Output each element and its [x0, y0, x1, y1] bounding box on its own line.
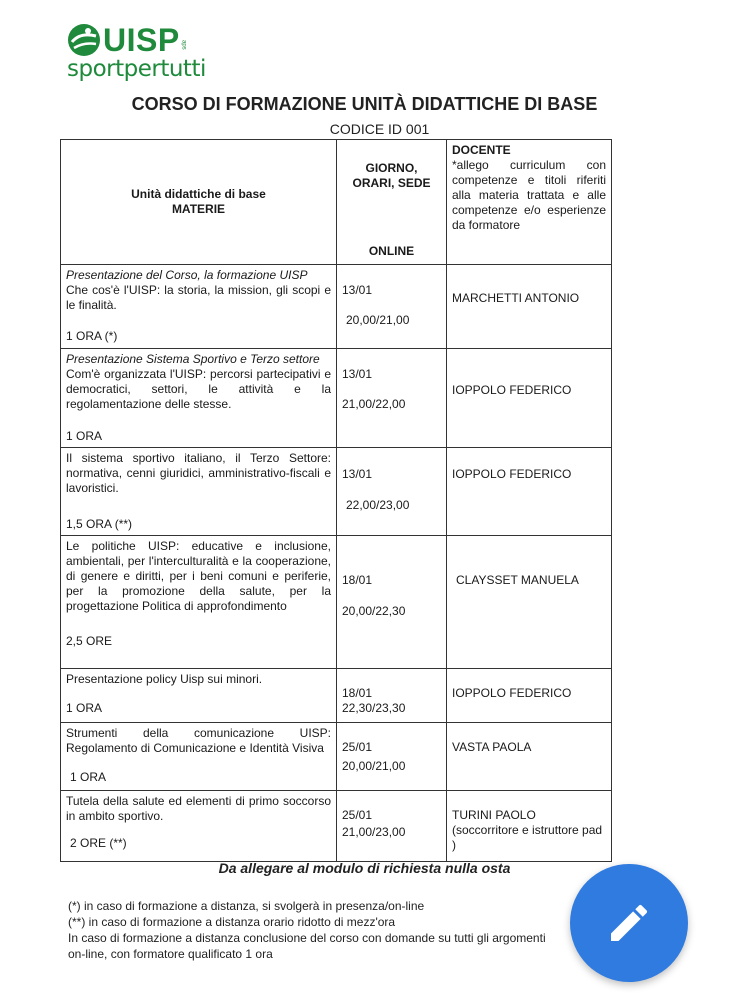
row-schedule: [337, 448, 447, 536]
document-title: CORSO DI FORMAZIONE UNITÀ DIDATTICHE DI BASE: [131, 94, 598, 114]
row-subject-body: Che cos'è l'UISP: la storia, la mission, gli scopi e le finalità.: [66, 283, 331, 312]
table-row: [61, 265, 612, 349]
table-row: [61, 723, 612, 791]
row-date: 13/01: [342, 367, 373, 381]
row-subject-body: Com'è organizzata l'UISP: percorsi partecipativi e democratici, settori, le attività e la regolamentazione delle stesse.: [66, 367, 331, 411]
row-schedule: [337, 791, 447, 862]
footnote-line: on-line, con formatore qualificato 1 ora: [68, 947, 273, 961]
row-time: 22,00/23,00: [346, 498, 410, 512]
row-duration: 1 ORA: [66, 701, 103, 715]
row-teacher-name: TURINI PAOLO: [452, 808, 536, 822]
footnote-line: In caso di formazione a distanza conclusione del corso con domande su tutti gli argomenti: [68, 931, 546, 945]
table-row: [61, 349, 612, 448]
row-date: 18/01: [342, 573, 373, 587]
row-teacher-name: CLAYSSET MANUELA: [456, 573, 579, 587]
header-col3-text: *allego curriculum con competenze e titoli riferiti alla materia trattata e alle competenze e/o esperienze da formatore: [452, 158, 606, 232]
uisp-logo: [66, 22, 226, 92]
footnote-line: (*) in caso di formazione a distanza, si svolgerà in presenza/on-line: [68, 899, 425, 913]
row-date: 13/01: [342, 283, 373, 297]
row-subject: [61, 349, 337, 448]
row-date: 13/01: [342, 467, 373, 481]
footnotes: [68, 898, 588, 962]
row-duration: 1,5 ORA (**): [66, 517, 133, 531]
header-materie: [61, 140, 337, 265]
header-col1-line2: MATERIE: [171, 202, 226, 216]
row-teacher: [447, 265, 612, 349]
table-row: [61, 791, 612, 862]
row-time: 22,30/23,30: [342, 701, 406, 715]
row-subject: [61, 536, 337, 669]
table-row: [61, 669, 612, 723]
table-row: [61, 448, 612, 536]
row-subject-body: Strumenti della comunicazione UISP: Regolamento di Comunicazione e Identità Visiva: [66, 726, 331, 755]
row-teacher-name: IOPPOLO FEDERICO: [452, 686, 572, 700]
row-schedule: [337, 723, 447, 791]
row-schedule: [337, 669, 447, 723]
header-col2-line2: ORARI, SEDE: [352, 176, 431, 190]
row-subject-body: Il sistema sportivo italiano, il Terzo Settore: normativa, cenni giuridici, amministrativo-fiscali e lavoristici.: [66, 451, 331, 495]
row-teacher: [447, 669, 612, 723]
row-duration: 1 ORA (*): [66, 329, 118, 343]
row-date: 18/01: [342, 686, 373, 700]
row-time: 21,00/23,00: [342, 825, 406, 839]
row-time: 20,00/21,00: [342, 759, 406, 773]
uisp-ball-icon: [66, 22, 102, 58]
row-subject: [61, 448, 337, 536]
row-duration: 2 ORE (**): [70, 836, 127, 850]
row-teacher: [447, 349, 612, 448]
row-teacher-name: IOPPOLO FEDERICO: [452, 383, 572, 397]
table-header-row: [61, 140, 612, 265]
header-col2-line1: GIORNO,: [365, 161, 418, 175]
row-time: 21,00/22,00: [342, 397, 406, 411]
row-duration: 1 ORA: [70, 770, 107, 784]
document-code: CODICE ID 001: [329, 121, 430, 137]
row-teacher: [447, 723, 612, 791]
row-date: 25/01: [342, 808, 373, 822]
row-subject-title: Presentazione del Corso, la formazione UISP: [66, 268, 308, 282]
row-subject: [61, 791, 337, 862]
row-subject-body: Presentazione policy Uisp sui minori.: [66, 672, 263, 686]
logo-wordmark: UISP: [103, 22, 180, 58]
pencil-icon: [605, 899, 653, 947]
logo-aps: aps: [180, 40, 187, 50]
table-row: [61, 536, 612, 669]
footnote-line: (**) in caso di formazione a distanza orario ridotto di mezz'ora: [68, 915, 396, 929]
logo-subtitle: sportpertutti: [67, 56, 206, 82]
row-teacher-note: (soccorritore e istruttore pad ): [452, 823, 603, 852]
edit-fab-button[interactable]: [570, 864, 688, 982]
row-subject: [61, 723, 337, 791]
row-subject-title: Presentazione Sistema Sportivo e Terzo settore: [66, 352, 320, 366]
row-teacher: [447, 448, 612, 536]
row-subject-body: Tutela della salute ed elementi di primo soccorso in ambito sportivo.: [66, 794, 331, 823]
row-schedule: [337, 349, 447, 448]
row-time: 20,00/22,30: [342, 604, 406, 618]
row-schedule: [337, 265, 447, 349]
row-duration: 1 ORA: [66, 429, 103, 443]
row-teacher-name: MARCHETTI ANTONIO: [452, 290, 580, 305]
header-col1-line1: Unità didattiche di base: [131, 187, 266, 201]
header-docente: [447, 140, 612, 265]
row-subject: [61, 265, 337, 349]
course-table: [60, 139, 612, 862]
row-time: 20,00/21,00: [346, 313, 410, 327]
row-date: 25/01: [342, 740, 373, 754]
row-subject: [61, 669, 337, 723]
header-col3-title: DOCENTE: [452, 143, 511, 157]
header-online: ONLINE: [368, 244, 415, 258]
attach-note: Da allegare al modulo di richiesta nulla osta: [218, 860, 511, 876]
row-teacher: [447, 536, 612, 669]
header-giorno: [337, 140, 447, 265]
row-schedule: [337, 536, 447, 669]
row-teacher: [447, 791, 612, 862]
row-duration: 2,5 ORE: [66, 634, 113, 648]
row-subject-body: Le politiche UISP: educative e inclusione, ambientali, per l'interculturalità e la cooperazione, di genere e diritti, per i beni comuni e periferie, per la promozione della salute, per la progettazione Politica di approfondimento: [66, 539, 331, 613]
row-teacher-name: VASTA PAOLA: [452, 740, 532, 754]
row-teacher-name: IOPPOLO FEDERICO: [452, 467, 572, 481]
